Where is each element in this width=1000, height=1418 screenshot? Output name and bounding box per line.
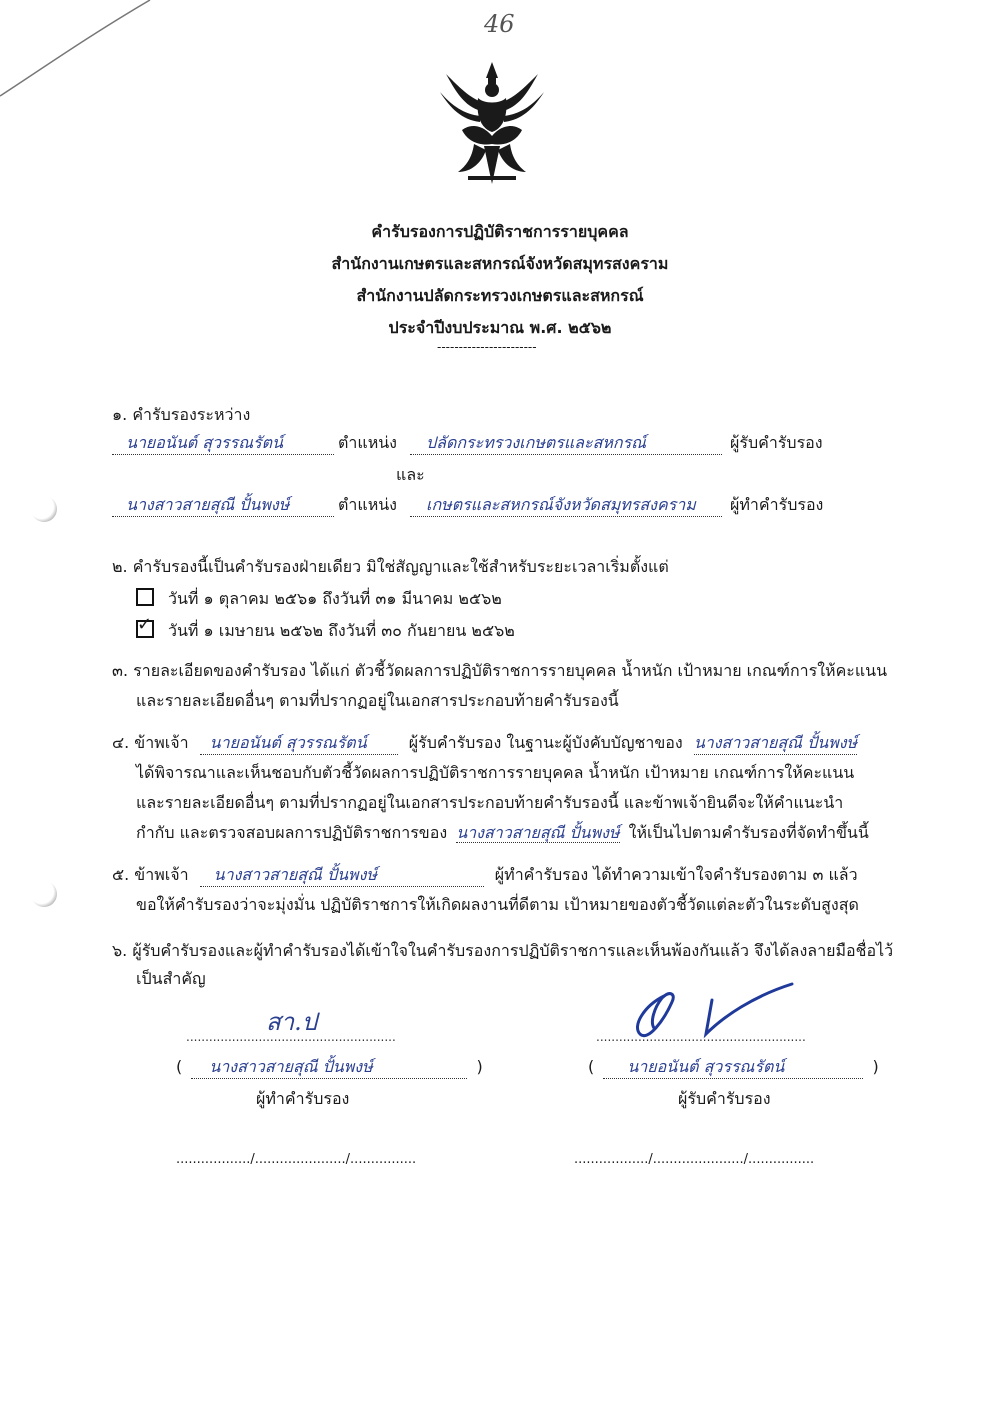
period2-row (136, 614, 515, 642)
section4-name1: นายอนันต์ สุวรรณรัตน์ (200, 732, 398, 755)
left-signature-dots: ....................................................... (186, 1030, 396, 1044)
right-signature-dots: ....................................................... (596, 1030, 806, 1044)
party2-position-label: ตำแหน่ง (338, 495, 397, 514)
left-date-line: ................../....................../................ (176, 1152, 417, 1167)
party2-name: นางสาวสายสุณี ปั้นพงษ์ (126, 495, 290, 514)
section1-label: ๑. คำรับรองระหว่าง (112, 405, 251, 424)
right-close-paren: ) (872, 1057, 879, 1076)
section4-line4-b: ให้เป็นไปตามคำรับรองที่จัดทำขึ้นนี้ (628, 823, 869, 842)
doc-fiscal-year: ประจำปีงบประมาณ พ.ศ. ๒๕๖๒ (388, 318, 612, 337)
page-fold-mark (0, 0, 160, 110)
section4-line1 (112, 732, 857, 755)
section4-line2: ได้พิจารณาและเห็นชอบกับตัวชี้วัดผลการปฏิบัติราชการรายบุคคล น้ำหนัก เป้าหมาย เกณฑ์การให้คะแนน (136, 763, 855, 782)
section6-line1: ๖. ผู้รับคำรับรองและผู้ทำคำรับรองได้เข้าใจในคำรับรองการปฏิบัติราชการและเห็นพ้องกันแล้ว จึงได้ลงลายมือชื่อไว้ (112, 941, 894, 960)
left-signer-role: ผู้ทำคำรับรอง (256, 1089, 350, 1108)
section4-line4-a: กำกับ และตรวจสอบผลการปฏิบัติราชการของ (136, 823, 448, 842)
section5-prefix: ๕. ข้าพเจ้า (112, 865, 189, 884)
section3-line1: ๓. รายละเอียดของคำรับรอง ได้แก่ ตัวชี้วัดผลการปฏิบัติราชการรายบุคคล น้ำหนัก เป้าหมาย เกณฑ์การให้คะแนน (112, 661, 888, 680)
doc-subtitle-office: สำนักงานเกษตรและสหกรณ์จังหวัดสมุทรสงคราม (331, 254, 669, 273)
period2-checkbox[interactable] (136, 614, 154, 638)
party1-name: นายอนันต์ สุวรรณรัตน์ (126, 433, 283, 452)
period2-check-mark: ✓ (137, 614, 153, 635)
party2-position-field (410, 494, 722, 517)
left-close-paren: ) (476, 1057, 483, 1076)
section5-line2: ขอให้คำรับรองว่าจะมุ่งมั่น ปฏิบัติราชการให้เกิดผลงานที่ดีตาม เป้าหมายของตัวชี้วัดแต่ละตัวในระดับสูงสุด (136, 895, 859, 914)
period1-checkbox[interactable] (136, 588, 154, 606)
party1-position-field (410, 432, 722, 455)
section4-line4 (136, 822, 869, 844)
section4-line4-name: นางสาวสายสุณี ปั้นพงษ์ (456, 823, 620, 842)
section5-name: นางสาวสายสุณี ปั้นพงษ์ (200, 864, 484, 887)
left-open-paren: ( (176, 1057, 183, 1076)
section2-text: ๒. คำรับรองนี้เป็นคำรับรองฝ่ายเดียว มิใช่สัญญาและใช้สำหรับระยะเวลาเริ่มตั้งแต่ (112, 557, 669, 576)
left-signature: สา.ป (266, 1008, 317, 1036)
party1-position-label: ตำแหน่ง (338, 433, 397, 452)
section4-prefix: ๔. ข้าพเจ้า (112, 733, 189, 752)
party1-name-field (112, 432, 334, 455)
doc-title: คำรับรองการปฏิบัติราชการรายบุคคล (371, 222, 629, 241)
header-rule: ----------------------- (437, 340, 537, 354)
right-open-paren: ( (588, 1057, 595, 1076)
punch-hole-top (31, 496, 57, 522)
right-name-row (588, 1056, 879, 1079)
period1-text: วันที่ ๑ ตุลาคม ๒๕๖๑ ถึงวันที่ ๓๑ มีนาคม ๒๕๖๒ (168, 589, 502, 608)
section6-line2: เป็นสำคัญ (136, 969, 206, 988)
section4-name2: นางสาวสายสุณี ปั้นพงษ์ (694, 732, 857, 755)
punch-hole-bottom (31, 881, 57, 907)
party2-name-field (112, 494, 334, 517)
right-signer-name: นายอนันต์ สุวรรณรัตน์ (603, 1056, 863, 1079)
garuda-emblem-icon (432, 58, 552, 190)
and-conjunction: และ (396, 465, 425, 484)
section5-line1 (112, 864, 858, 887)
right-signer-role: ผู้รับคำรับรอง (678, 1089, 771, 1108)
party2-role: ผู้ทำคำรับรอง (730, 495, 824, 514)
right-date-line: ................../....................../................ (574, 1152, 815, 1167)
doc-subtitle-ministry: สำนักงานปลัดกระทรวงเกษตรและสหกรณ์ (356, 286, 644, 305)
page-number-mark: 46 (484, 10, 515, 38)
section4-mid: ผู้รับคำรับรอง ในฐานะผู้บังคับบัญชาของ (408, 733, 683, 752)
period1-row (136, 588, 502, 610)
left-signer-name: นางสาวสายสุณี ปั้นพงษ์ (191, 1056, 467, 1079)
section4-line3: และรายละเอียดอื่นๆ ตามที่ปรากฏอยู่ในเอกสารประกอบท้ายคำรับรองนี้ และข้าพเจ้ายินดีจะให้คำแนะนำ (136, 793, 844, 812)
section5-rest: ผู้ทำคำรับรอง ได้ทำความเข้าใจคำรับรองตาม ๓ แล้ว (494, 865, 858, 884)
period2-text: วันที่ ๑ เมษายน ๒๕๖๒ ถึงวันที่ ๓๐ กันยายน ๒๕๖๒ (168, 621, 515, 640)
left-name-row (176, 1056, 483, 1079)
party2-position: เกษตรและสหกรณ์จังหวัดสมุทรสงคราม (426, 495, 696, 514)
party1-position: ปลัดกระทรวงเกษตรและสหกรณ์ (426, 433, 646, 452)
section3-line2: และรายละเอียดอื่นๆ ตามที่ปรากฏอยู่ในเอกสารประกอบท้ายคำรับรองนี้ (136, 691, 619, 710)
party1-role: ผู้รับคำรับรอง (730, 433, 823, 452)
